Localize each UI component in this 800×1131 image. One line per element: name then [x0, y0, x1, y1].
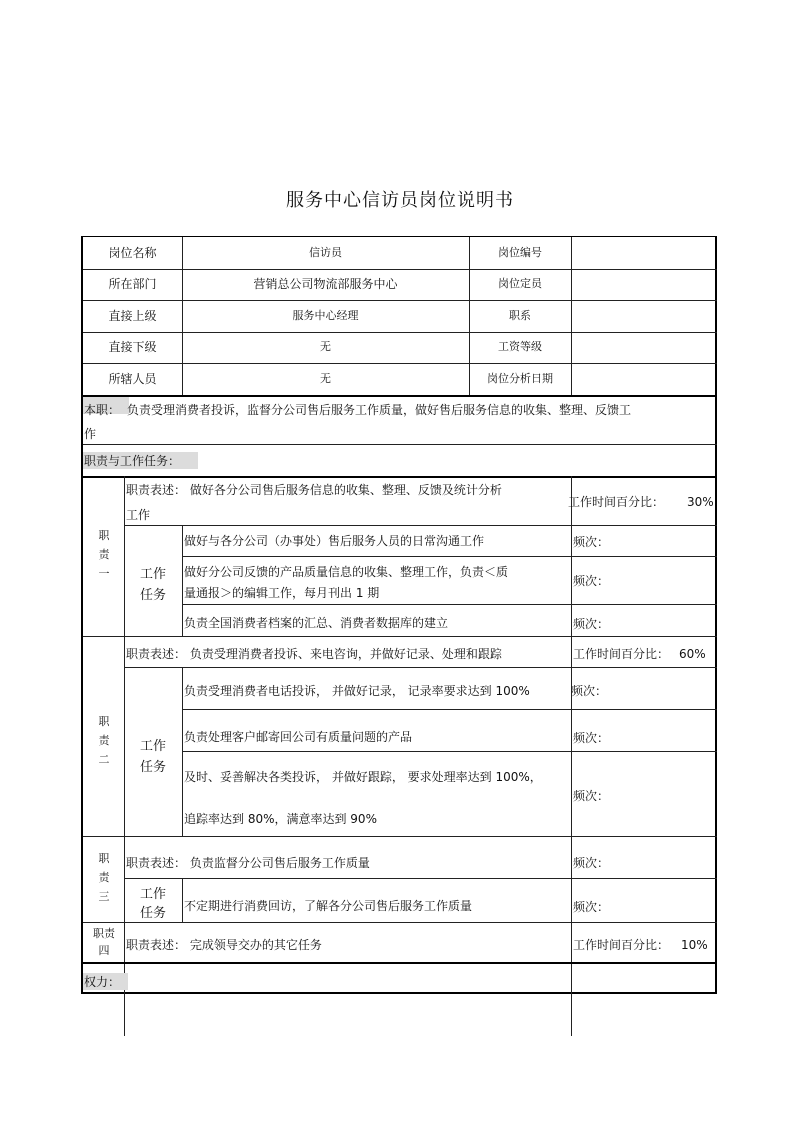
duty4-time-value: 10% — [681, 938, 708, 952]
duty2-task-1-freq: 频次： — [571, 684, 608, 698]
label-position-name: 岗位名称 — [108, 246, 157, 260]
label-job-family: 职系 — [509, 309, 531, 322]
duty3-label: 职 责 三 — [98, 852, 110, 903]
duty1-description: 职责表述： 做好各分公司售后服务信息的收集、整理、反馈及统计分析 — [126, 483, 502, 497]
tasks-header: 职责与工作任务： — [84, 454, 181, 468]
duty3-task-label: 工作 任务 — [139, 887, 166, 921]
duty2-task-3: 及时、妥善解决各类投诉， 并做好跟踪， 要求处理率达到 100%， — [184, 770, 542, 784]
duty1-time-label: 工作时间百分比： — [568, 495, 665, 509]
duty3-task-1-freq: 频次： — [573, 900, 610, 914]
duty1-task-2-freq: 频次： — [573, 574, 610, 588]
duty2-label: 职 责 二 — [98, 715, 110, 766]
job-description-table — [81, 236, 717, 994]
duty4-description: 职责表述： 完成领导交办的其它任务 — [126, 938, 322, 952]
duty1-task-label: 工作 任务 — [139, 567, 166, 603]
duty-summary-text-cont: 作 — [84, 427, 97, 441]
duty3-task-1: 不定期进行消费回访，了解各分公司售后服务工作质量 — [184, 899, 473, 913]
label-salary-grade: 工资等级 — [498, 340, 542, 353]
power-label: 权力： — [84, 975, 121, 989]
duty-summary-text: 负责受理消费者投诉，监督分公司售后服务工作质量，做好售后服务信息的收集、整理、反馈工 — [127, 403, 632, 417]
duty1-task-2-cont: 量通报＞的编辑工作，每月刊出 1 期 — [184, 586, 380, 600]
duty2-task-2: 负责处理客户邮寄回公司有质量问题的产品 — [184, 730, 413, 744]
duty1-description-cont: 工作 — [126, 508, 151, 522]
duty2-task-3-cont: 追踪率达到 80%，满意率达到 90% — [184, 812, 377, 826]
duty2-time-label: 工作时间百分比： — [573, 647, 670, 661]
duty1-task-2: 做好分公司反馈的产品质量信息的收集、整理工作，负责＜质 — [184, 565, 509, 579]
value-position-name: 信访员 — [309, 246, 342, 259]
document-title: 服务中心信访员岗位说明书 — [286, 190, 514, 211]
duty2-description: 职责表述： 负责受理消费者投诉、来电咨询，并做好记录、处理和跟踪 — [126, 647, 502, 661]
duty1-task-1-freq: 频次： — [573, 535, 610, 549]
duty2-task-3-freq: 频次： — [573, 789, 610, 803]
label-staff: 所辖人员 — [108, 372, 157, 386]
value-subordinate: 无 — [320, 340, 331, 353]
value-department: 营销总公司物流部服务中心 — [253, 277, 398, 291]
value-supervisor: 服务中心经理 — [292, 309, 359, 322]
value-staff: 无 — [320, 372, 331, 385]
duty4-time-label: 工作时间百分比： — [573, 938, 670, 952]
duty2-time-value: 60% — [679, 647, 706, 661]
duty3-description: 职责表述： 负责监督分公司售后服务工作质量 — [126, 856, 370, 870]
duty2-task-2-freq: 频次： — [573, 731, 610, 745]
duty1-task-3: 负责全国消费者档案的汇总、消费者数据库的建立 — [184, 616, 449, 630]
label-supervisor: 直接上级 — [108, 309, 157, 323]
label-analysis-date: 岗位分析日期 — [487, 372, 553, 385]
label-headcount: 岗位定员 — [498, 277, 542, 290]
duty2-task-label: 工作 任务 — [139, 739, 166, 775]
duty1-label: 职 责 一 — [98, 529, 110, 580]
duty-summary-label: 本职： — [84, 403, 121, 417]
label-department: 所在部门 — [108, 277, 157, 291]
duty3-freq: 频次： — [573, 856, 610, 870]
duty2-task-1: 负责受理消费者电话投诉， 并做好记录， 记录率要求达到 100% — [184, 684, 530, 698]
duty1-time-value: 30% — [687, 495, 714, 509]
label-subordinate: 直接下级 — [108, 340, 157, 354]
duty1-task-3-freq: 频次： — [573, 617, 610, 631]
label-position-code: 岗位编号 — [498, 246, 542, 259]
duty1-task-1: 做好与各分公司（办事处）售后服务人员的日常沟通工作 — [184, 534, 485, 548]
duty4-label: 职责 四 — [93, 927, 115, 957]
